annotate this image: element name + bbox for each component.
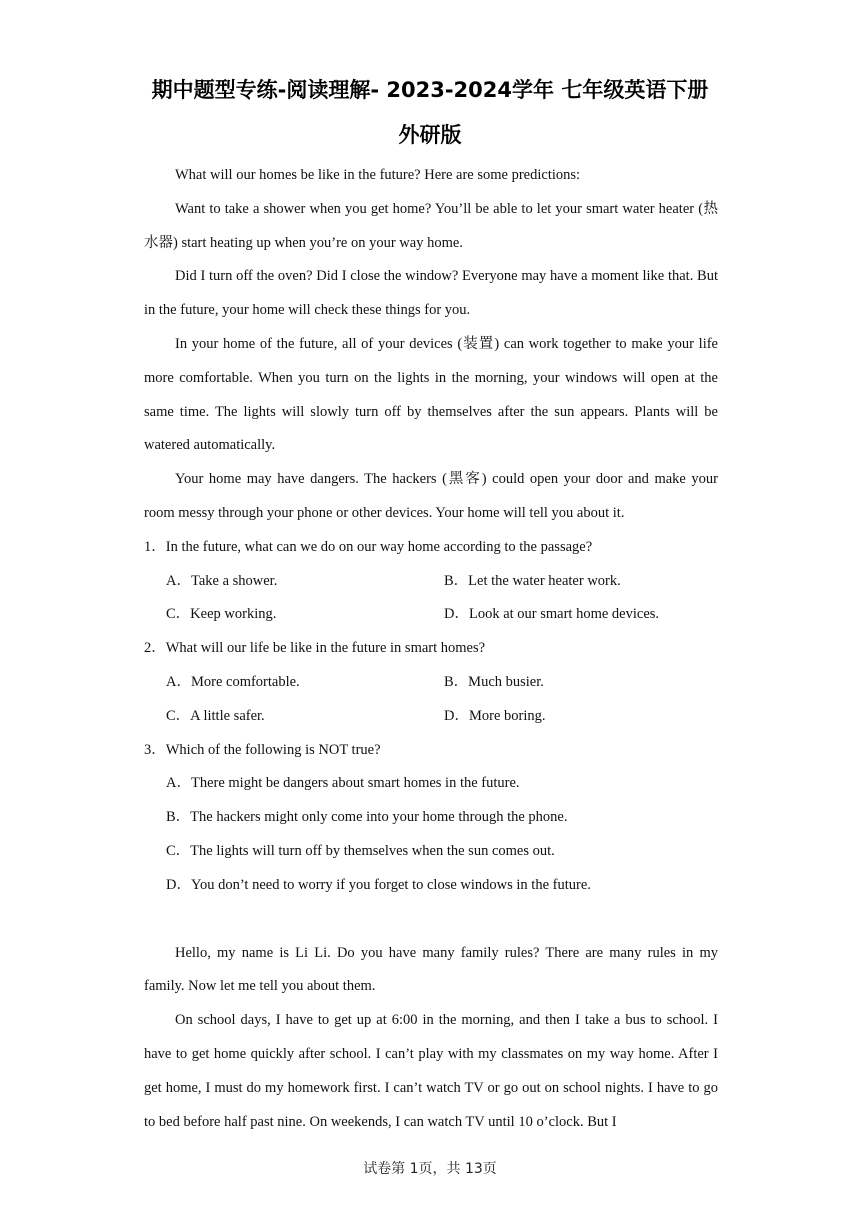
option-b: B．The hackers might only come into your home through the phone.: [166, 809, 568, 826]
option-b: B．Much busier.: [444, 673, 544, 690]
passage1-paragraph: Want to take a shower when you get home? You’ll be able to let your smart water heater (热水器) start heating up when you’re on your way home.: [144, 200, 718, 251]
question-2-options-row: [144, 666, 718, 700]
question-1-stem: 1．In the future, what can we do on our way home according to the passage?: [144, 538, 593, 555]
option-c: C．Keep working.: [166, 606, 277, 623]
option-c: C．A little safer.: [166, 707, 265, 724]
option-a: A．There might be dangers about smart homes in the future.: [166, 775, 520, 792]
option-a: A．More comfortable.: [166, 673, 300, 690]
passage1-paragraph: Did I turn off the oven? Did I close the window? Everyone may have a moment like that. But in the future, your home will check these things for you.: [144, 268, 718, 319]
document-body: [144, 159, 718, 1139]
passage1-paragraph: What will our homes be like in the future? Here are some predictions:: [175, 167, 581, 183]
option-b: B．Let the water heater work.: [444, 572, 621, 589]
question-1-options-row: [144, 598, 718, 632]
question-1-options-row: [144, 565, 718, 599]
page-footer: 试卷第 1页，共 13页: [363, 1161, 497, 1177]
passage1-paragraph: In your home of the future, all of your devices (装置) can work together to make your life more comfortable. When you turn on the lights in the morning, your windows will open at the same time. The lights will slowly turn off by themselves after the sun appears. Plants will be watered automatically.: [144, 335, 718, 454]
option-d: D．Look at our smart home devices.: [444, 606, 660, 623]
page-title: 期中题型专练-阅读理解- 2023-2024学年 七年级英语下册: [151, 78, 709, 102]
passage1-paragraph: Your home may have dangers. The hackers (黑客) could open your door and make your room messy through your phone or other devices. Your home will tell you about it.: [144, 471, 718, 521]
option-d: D．You don’t need to worry if you forget to close windows in the future.: [166, 876, 591, 893]
passage2-paragraph: Hello, my name is Li Li. Do you have many family rules? There are many rules in my family. Now let me tell you about them.: [144, 944, 718, 995]
page-title-continued: 外研版: [398, 123, 462, 147]
option-a: A．Take a shower.: [166, 572, 278, 589]
option-c: C．The lights will turn off by themselves when the sun comes out.: [166, 842, 555, 859]
option-d: D．More boring.: [444, 707, 546, 724]
passage2-paragraph: On school days, I have to get up at 6:00 in the morning, and then I take a bus to school. I have to get home quickly after school. I can’t play with my classmates on my way home. After I get home, I must do my homework first. I can’t watch TV or go out on school nights. I have to go to bed before half past nine. On weekends, I can watch TV until 10 o’clock. But I: [144, 1012, 718, 1130]
question-3-stem: 3．Which of the following is NOT true?: [144, 741, 381, 758]
question-2-options-row: [144, 700, 718, 734]
section-spacer: [144, 903, 718, 937]
question-2-stem: 2．What will our life be like in the future in smart homes?: [144, 640, 486, 657]
